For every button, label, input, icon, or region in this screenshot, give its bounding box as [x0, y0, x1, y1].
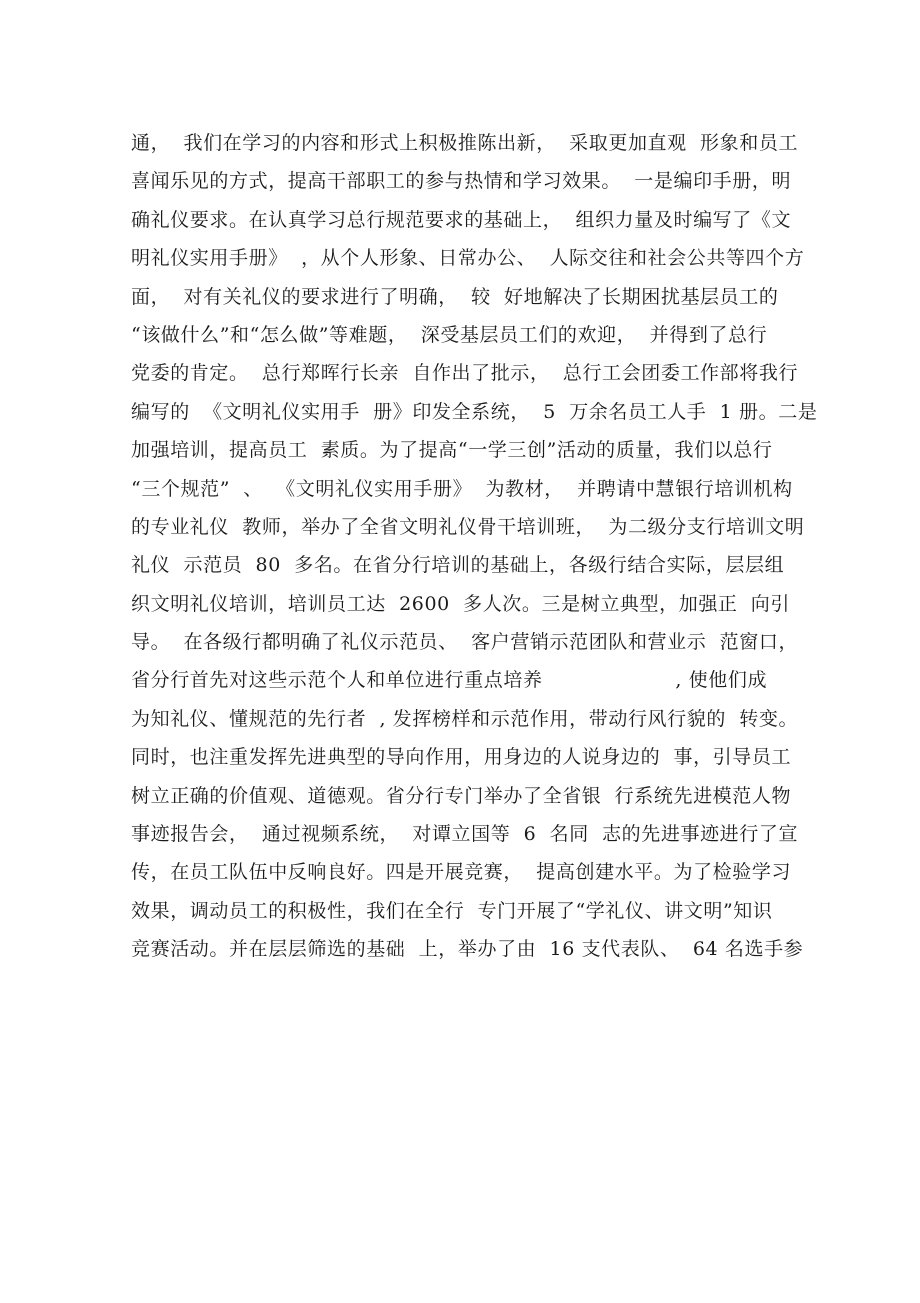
text-line: 传，在员工队伍中反响良好。四是开展竞赛， 提高创建水平。为了检验学习 — [131, 861, 792, 884]
text-line: 喜闻乐见的方式，提高干部职工的参与热情和学习效果。 一是编印手册，明 — [131, 170, 792, 193]
text-line: 礼仪 示范员 80 多名。在省分行培训的基础上，各级行结合实际，层层组 — [131, 554, 785, 577]
text-line: 通， 我们在学习的内容和形式上积极推陈出新， 采取更加直观 形象和员工 — [131, 132, 799, 154]
text-line: “三个规范” 、 《文明礼仪实用手册》 为教材， 并聘请中慧银行培训机构 — [131, 477, 793, 500]
text-line: 效果，调动员工的积极性，我们在全行 专门开展了“学礼仪、讲文明”知识 — [131, 899, 773, 922]
text-line: 编写的 《文明礼仪实用手 册》印发全系统， 5 万余名员工人手 1 册。二是 — [131, 400, 818, 423]
text-line: 导。 在各级行都明确了礼仪示范员、 客户营销示范团队和营业示 范窗口， — [131, 631, 799, 654]
text-line: 事迹报告会， 通过视频系统， 对谭立国等 6 名同 志的先进事迹进行了宣 — [131, 823, 799, 846]
text-line: 明礼仪实用手册》 ，从个人形象、日常办公、 人际交往和社会公共等四个方 — [131, 247, 805, 270]
text-line: 的专业礼仪 教师，举办了全省文明礼仪骨干培训班， 为二级分支行培训文明 — [131, 515, 805, 538]
text-line: 为知礼仪、懂规范的先行者 , 发挥榜样和示范作用，带动行风行貌的 转变。 — [131, 707, 799, 730]
text-line: 同时，也注重发挥先进典型的导向作用，用身边的人说身边的 事，引导员工 — [131, 746, 792, 769]
text-line: 竞赛活动。并在层层筛选的基础 上，举办了由 16 支代表队、 64 名选手参 — [131, 938, 804, 961]
text-line: “该做什么”和“怎么做”等难题， 深受基层员工们的欢迎， 并得到了总行 — [131, 323, 768, 346]
text-line: 加强培训，提高员工 素质。为了提高“一学三创”活动的质量，我们以总行 — [131, 439, 773, 462]
text-line: 确礼仪要求。在认真学习总行规范要求的基础上， 组织力量及时编写了《文 — [131, 208, 792, 231]
text-line: 面， 对有关礼仪的要求进行了明确， 较 好地解决了长期困扰基层员工的 — [131, 285, 779, 308]
text-line: 树立正确的价值观、道德观。省分行专门举办了全省银 行系统先进模范人物 — [131, 784, 792, 807]
body-text — [131, 124, 818, 969]
text-line: 党委的肯定。 总行郑晖行长亲 自作出了批示， 总行工会团委工作部将我行 — [131, 362, 799, 385]
text-line: 织文明礼仪培训，培训员工达 2600 多人次。三是树立典型，加强正 向引 — [131, 592, 790, 615]
text-line: 省分行首先对这些示范个人和单位进行重点培养 , 使他们成 — [131, 669, 768, 692]
